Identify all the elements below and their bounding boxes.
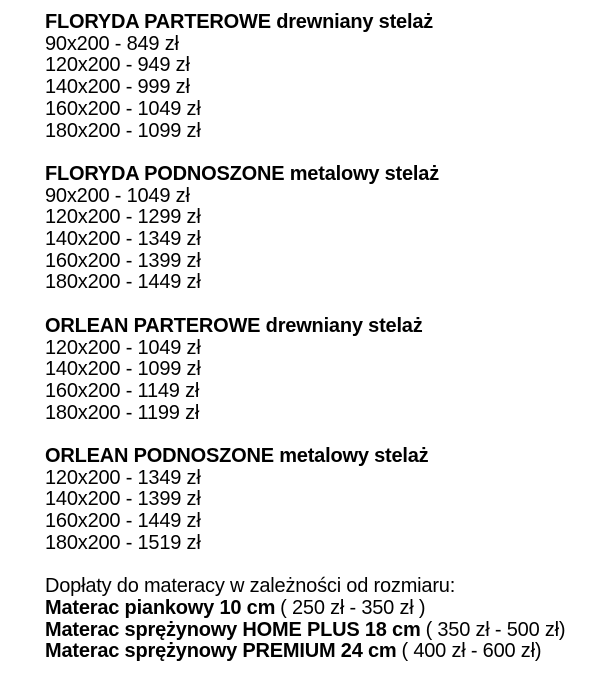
section-orlean-parterowe <box>45 316 592 425</box>
surcharge-item <box>45 620 592 642</box>
price-row: 140x200 - 1399 zł <box>45 488 201 511</box>
section-floryda-podnoszone <box>45 164 592 294</box>
price-row: 90x200 - 849 zł <box>45 32 179 55</box>
price-row: 180x200 - 1099 zł <box>45 119 201 142</box>
surcharge-item <box>45 641 592 663</box>
section-title: FLORYDA PARTEROWE drewniany stelaż <box>45 11 434 33</box>
price-row: 180x200 - 1449 zł <box>45 271 201 294</box>
surcharge-name: Materac sprężynowy HOME PLUS 18 cm <box>45 618 421 641</box>
price-row: 180x200 - 1199 zł <box>45 401 200 424</box>
section-title: ORLEAN PARTEROWE drewniany stelaż <box>45 314 423 337</box>
price-row: 160x200 - 1449 zł <box>45 510 201 533</box>
surcharge-name: Materac sprężynowy PREMIUM 24 cm <box>45 640 397 663</box>
mattress-surcharges <box>45 576 592 663</box>
price-row: 180x200 - 1519 zł <box>45 531 201 554</box>
surcharge-intro: Dopłaty do materacy w zależności od rozmiaru: <box>45 575 456 598</box>
surcharge-name: Materac piankowy 10 cm <box>45 596 276 619</box>
section-title: ORLEAN PODNOSZONE metalowy stelaż <box>45 445 429 468</box>
price-row: 140x200 - 1099 zł <box>45 358 201 381</box>
price-row: 120x200 - 1049 zł <box>45 336 201 359</box>
price-row: 160x200 - 1399 zł <box>45 249 201 272</box>
section-floryda-parterowe <box>45 12 592 142</box>
price-row: 140x200 - 1349 zł <box>45 228 201 251</box>
price-row: 120x200 - 1349 zł <box>45 466 201 489</box>
surcharge-price-range: ( 350 zł - 500 zł) <box>425 618 566 641</box>
section-orlean-podnoszone <box>45 446 592 555</box>
price-row: 90x200 - 1049 zł <box>45 184 190 207</box>
section-title: FLORYDA PODNOSZONE metalowy stelaż <box>45 162 440 185</box>
surcharge-price-range: ( 400 zł - 600 zł) <box>401 640 542 663</box>
price-row: 140x200 - 999 zł <box>45 76 190 99</box>
price-row: 160x200 - 1049 zł <box>45 97 201 120</box>
price-row: 160x200 - 1149 zł <box>45 379 200 402</box>
surcharge-item <box>45 598 592 620</box>
price-row: 120x200 - 1299 zł <box>45 206 201 229</box>
price-row: 120x200 - 949 zł <box>45 54 190 77</box>
surcharge-price-range: ( 250 zł - 350 zł ) <box>280 596 426 619</box>
